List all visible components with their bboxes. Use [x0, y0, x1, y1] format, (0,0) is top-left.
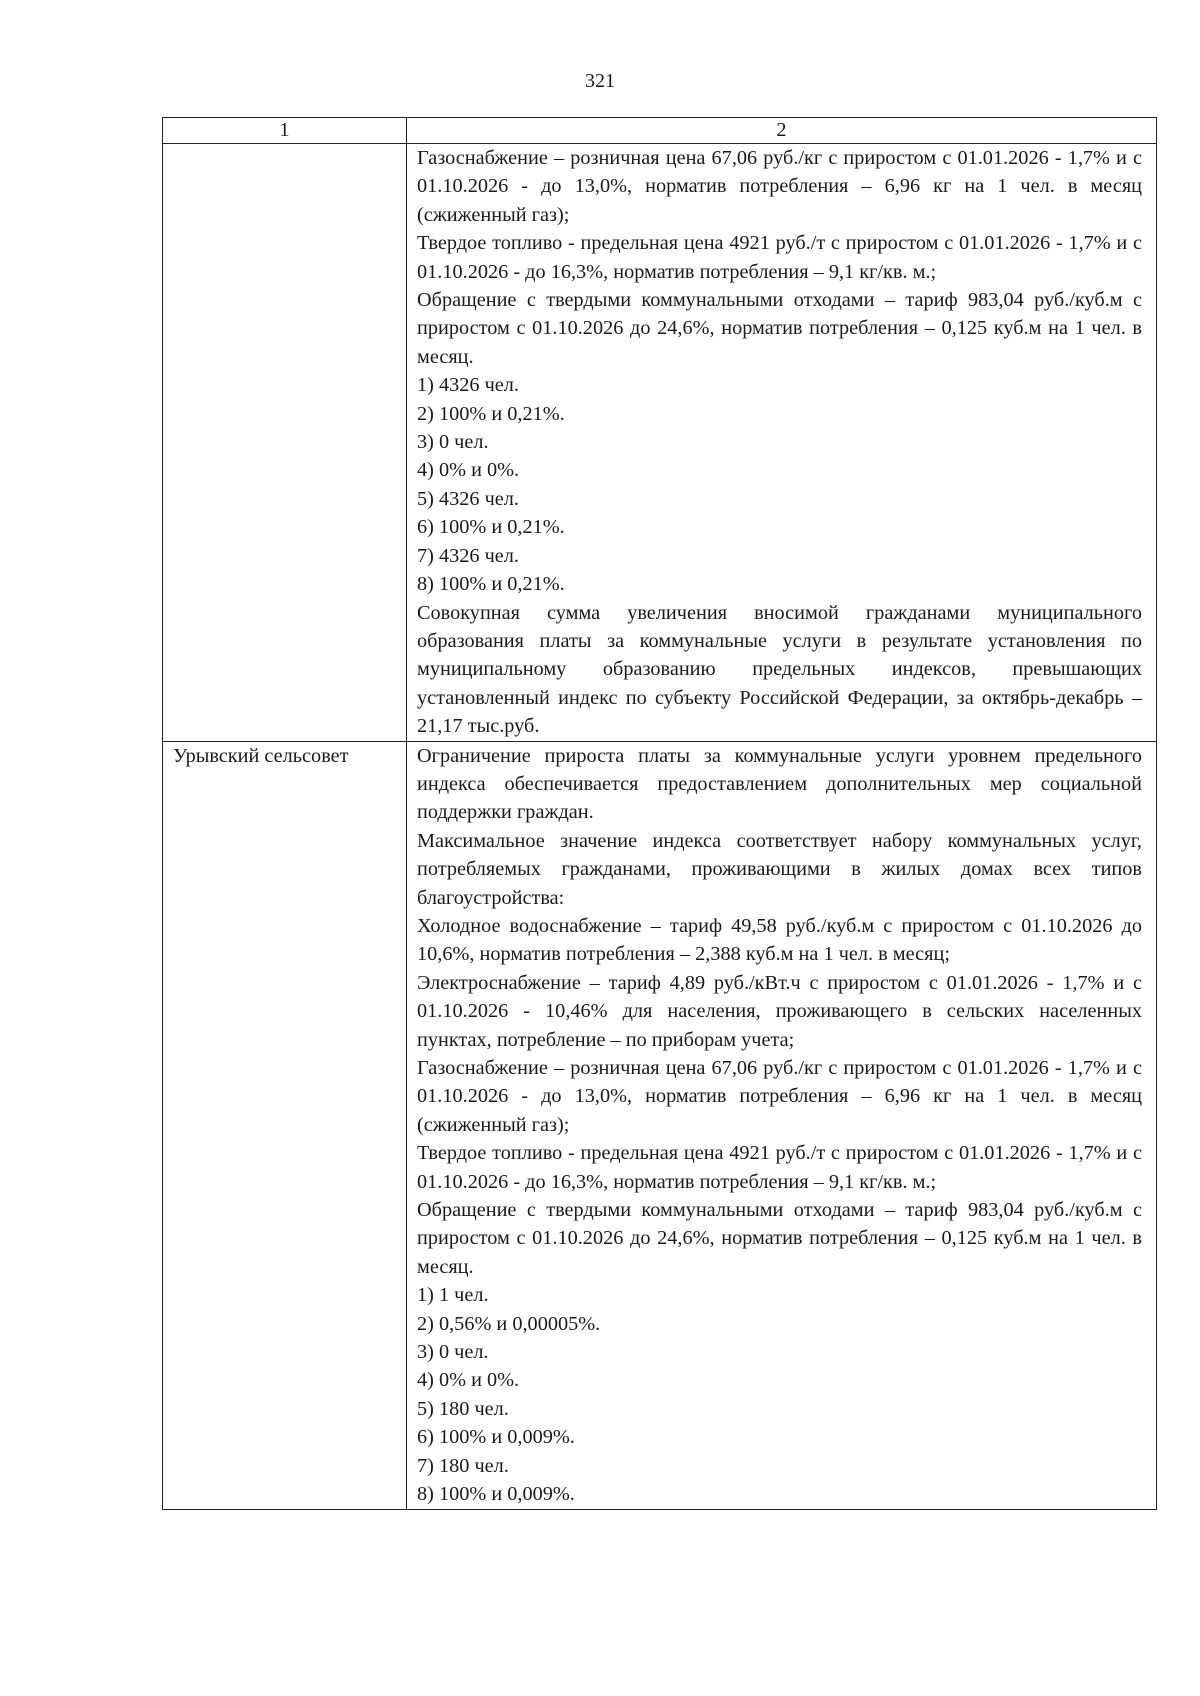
page-number: 321	[585, 70, 615, 92]
paragraph-max-index: Максимальное значение индекса соответствует набору коммунальных услуг, потребляемых гражданами, проживающими в жилых домах всех типов благоустройства:	[417, 829, 1142, 909]
list-item: 1) 4326 чел.	[417, 374, 519, 397]
paragraph-solid-fuel: Твердое топливо - предельная цена 4921 руб./т с приростом с 01.01.2026 - 1,7% и с 01.10.2026 - до 16,3%, норматив потребления – 9,1 кг/кв. м.;	[417, 1142, 1142, 1193]
paragraph-limit: Ограничение прироста платы за коммунальные услуги уровнем предельного индекса обеспечивается предоставлением дополнительных мер социальной поддержки граждан.	[417, 744, 1142, 824]
paragraph-gas: Газоснабжение – розничная цена 67,06 руб./кг с приростом с 01.01.2026 - 1,7% и с 01.10.2026 - до 13,0%, норматив потребления – 6,96 кг на 1 чел. в месяц (сжиженный газ);	[417, 147, 1142, 226]
region-cell	[163, 144, 407, 742]
data-table	[162, 117, 1157, 1510]
list-item: 8) 100% и 0,21%.	[417, 573, 565, 596]
list-item: 7) 4326 чел.	[417, 544, 519, 567]
paragraph-gas: Газоснабжение – розничная цена 67,06 руб./кг с приростом с 01.01.2026 - 1,7% и с 01.10.2026 - до 13,0%, норматив потребления – 6,96 кг на 1 чел. в месяц (сжиженный газ);	[417, 1057, 1142, 1136]
list-item: 4) 0% и 0%.	[417, 459, 520, 482]
paragraph-waste: Обращение с твердыми коммунальными отходами – тариф 983,04 руб./куб.м с приростом с 01.10.2026 до 24,6%, норматив потребления – 0,125 куб.м на 1 чел. в месяц.	[417, 289, 1142, 368]
list-item: 6) 100% и 0,21%.	[417, 516, 565, 539]
column-header-2: 2	[407, 118, 1157, 144]
table-row	[163, 144, 1157, 742]
list-item: 2) 100% и 0,21%.	[417, 402, 565, 425]
list-item: 1) 1 чел.	[417, 1284, 489, 1307]
paragraph-electricity: Электроснабжение – тариф 4,89 руб./кВт.ч с приростом с 01.01.2026 - 1,7% и с 01.10.2026 - 10,46% для населения, проживающего в сельских населенных пунктах, потребление – по приборам учета;	[417, 971, 1142, 1051]
column-header-1: 1	[163, 118, 407, 144]
list-item: 8) 100% и 0,009%.	[417, 1483, 575, 1506]
region-name: Урывский сельсовет	[173, 744, 349, 767]
list-item: 7) 180 чел.	[417, 1454, 509, 1477]
description-cell	[407, 144, 1157, 742]
table-header-row	[163, 118, 1157, 144]
list-item: 6) 100% и 0,009%.	[417, 1426, 575, 1449]
list-item: 3) 0 чел.	[417, 1341, 489, 1364]
list-item: 5) 4326 чел.	[417, 487, 519, 510]
paragraph-summary: Совокупная сумма увеличения вносимой гражданами муниципального образования платы за коммунальные услуги в результате установления по муниципальному образованию предельных индексов, превышающих установленный индекс по субъекту Российской Федерации, за октябрь-декабрь – 21,17 тыс.руб.	[417, 601, 1142, 738]
list-item: 4) 0% и 0%.	[417, 1369, 520, 1392]
paragraph-solid-fuel: Твердое топливо - предельная цена 4921 руб./т с приростом с 01.01.2026 - 1,7% и с 01.10.2026 - до 16,3%, норматив потребления – 9,1 кг/кв. м.;	[417, 232, 1142, 283]
list-item: 5) 180 чел.	[417, 1397, 509, 1420]
table-row	[163, 741, 1157, 1509]
list-item: 2) 0,56% и 0,00005%.	[417, 1312, 601, 1335]
region-cell	[163, 741, 407, 1509]
paragraph-cold-water: Холодное водоснабжение – тариф 49,58 руб./куб.м с приростом с 01.10.2026 до 10,6%, норматив потребления – 2,388 куб.м на 1 чел. в месяц;	[417, 914, 1142, 966]
description-cell	[407, 741, 1157, 1509]
paragraph-waste: Обращение с твердыми коммунальными отходами – тариф 983,04 руб./куб.м с приростом с 01.10.2026 до 24,6%, норматив потребления – 0,125 куб.м на 1 чел. в месяц.	[417, 1199, 1142, 1278]
list-item: 3) 0 чел.	[417, 431, 489, 454]
